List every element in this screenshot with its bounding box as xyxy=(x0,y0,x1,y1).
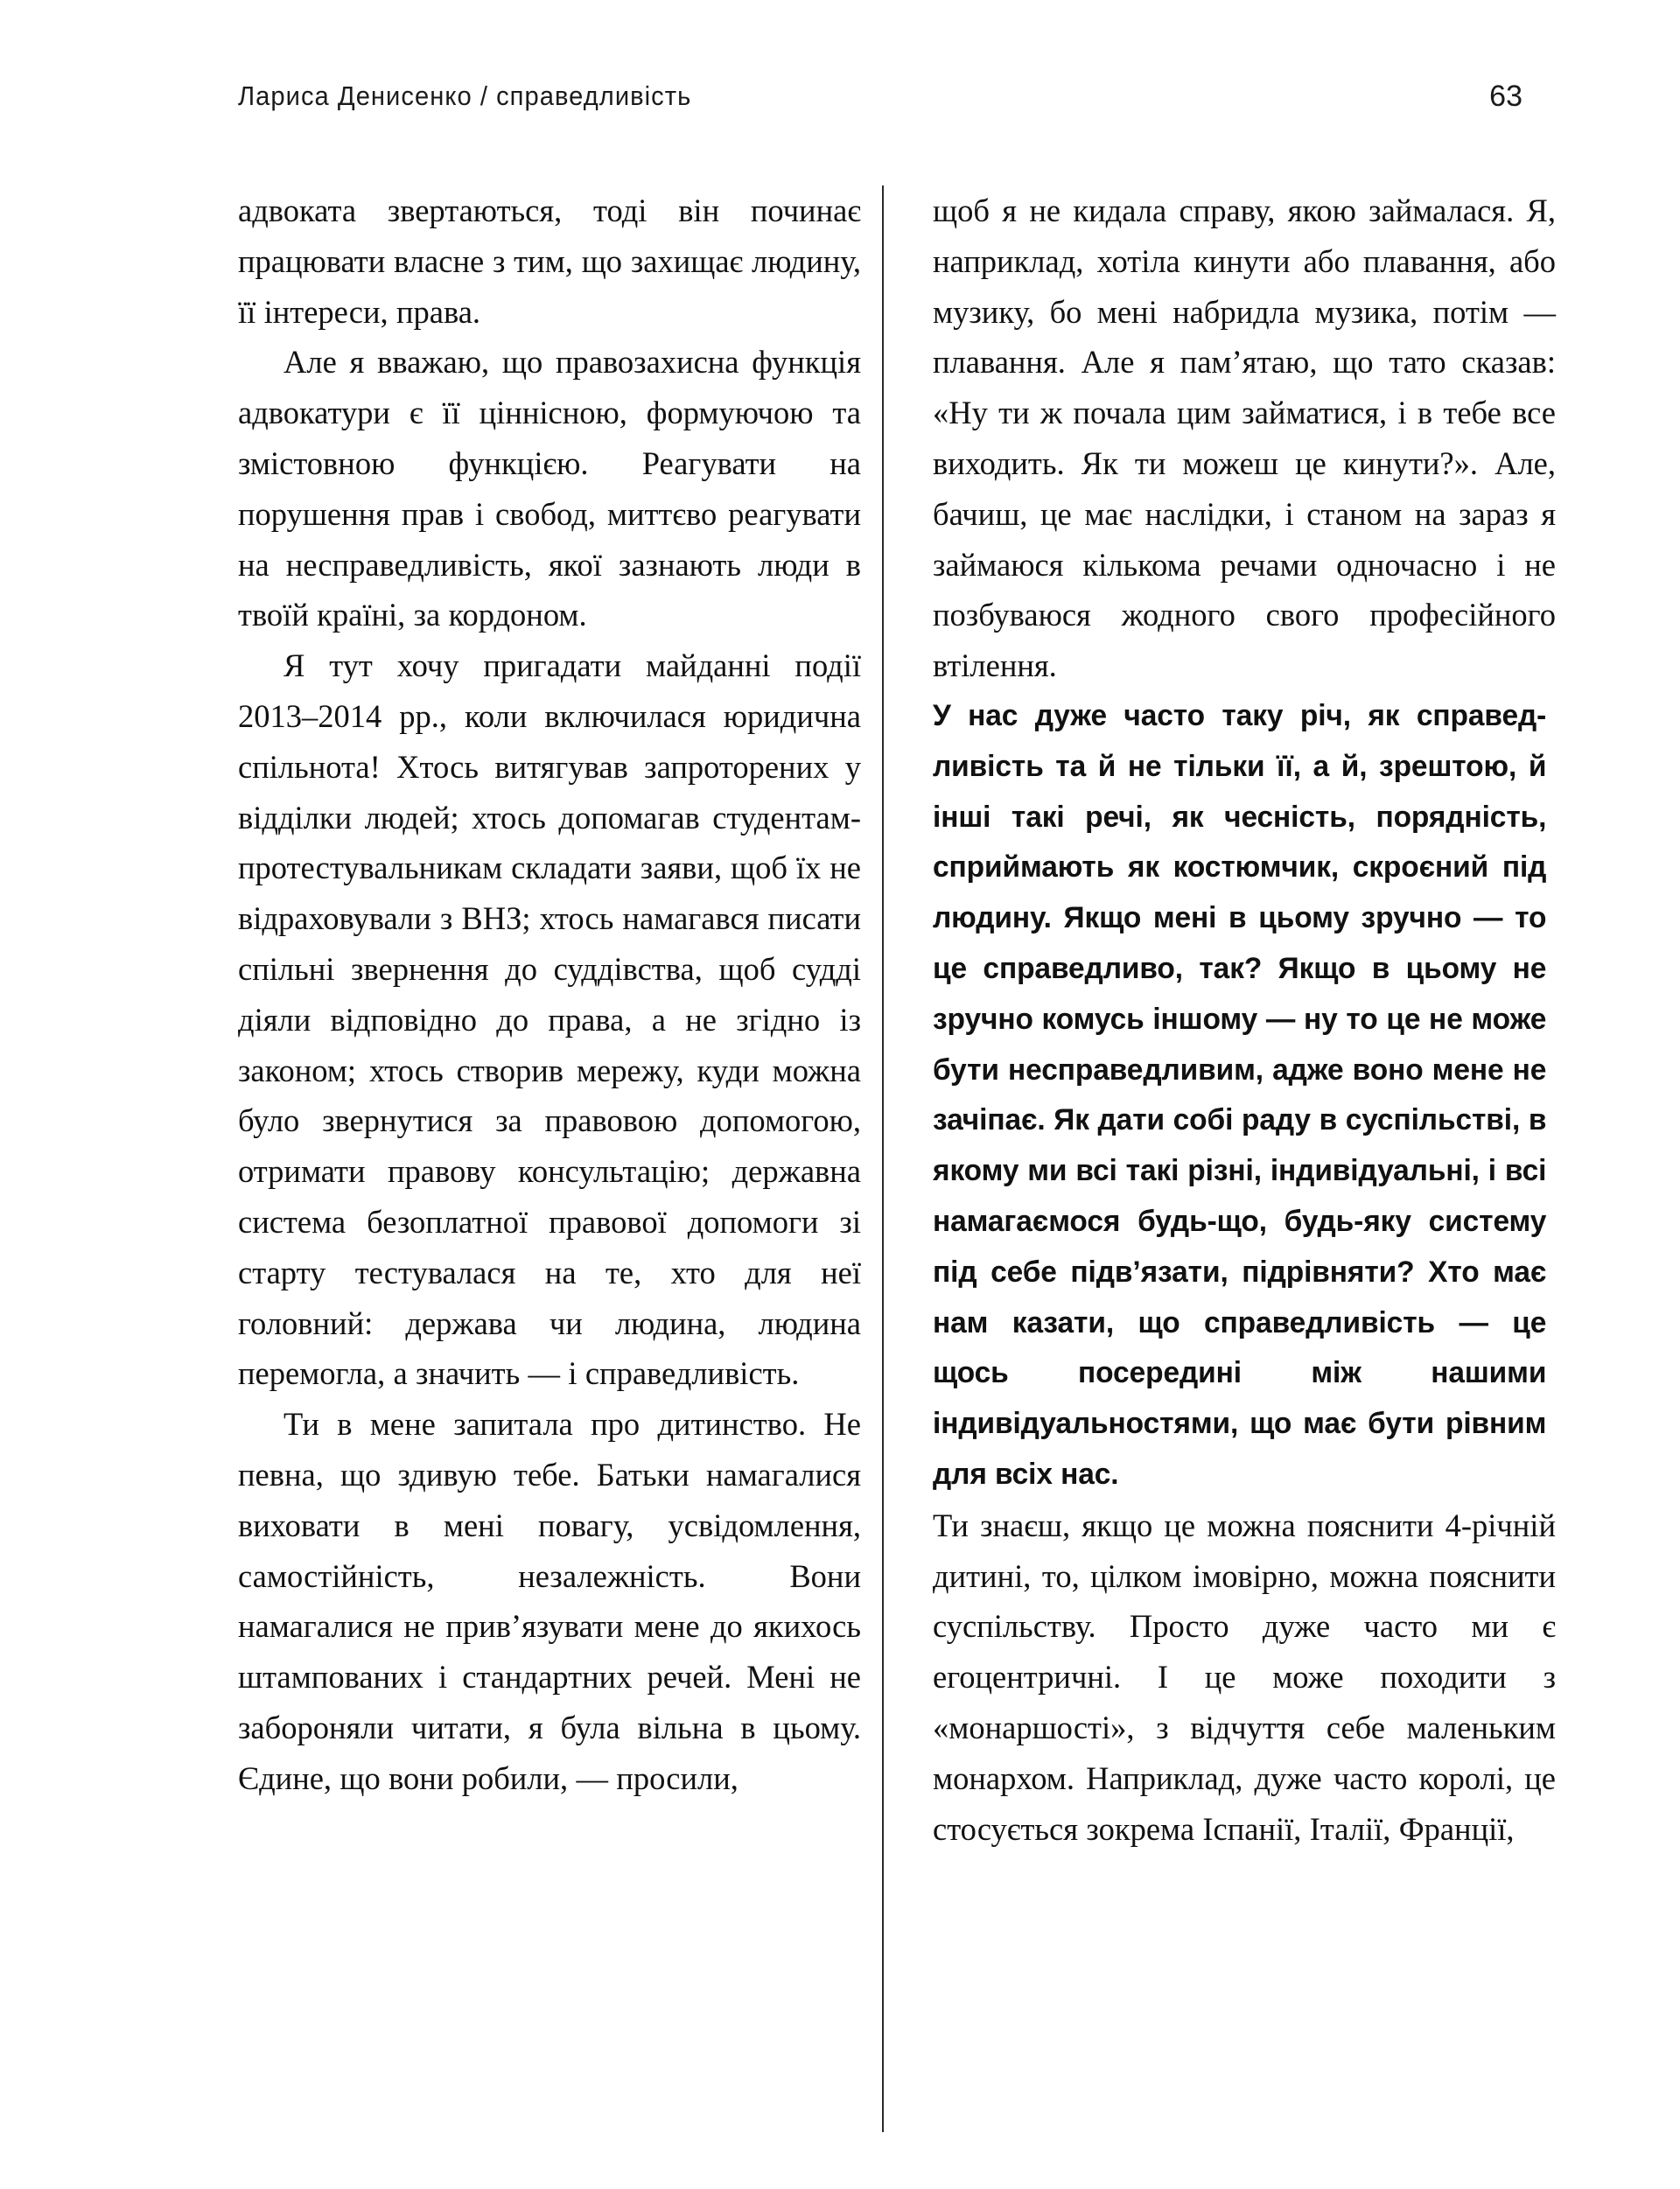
running-head xyxy=(238,80,1522,124)
paragraph-explain-to-child: Ти знаєш, якщо це можна пояснити 4-річній дитині, то, цілком імовірно, можна пояснити суспільству. Просто дуже часто ми є егоцентричні. І це може походити з «монаршості», з відчуття себе маленьким монархом. Наприклад, дуже часто королі, це стосується зокрема Іспанії, Італії, Франції, xyxy=(933,1507,1556,1847)
paragraph-childhood: Ти в мене запитала про дитинство. Не певна, що здивую тебе. Батьки намагалися виховати в мені повагу, усвідомлення, самостійність, незалежність. Вони намагалися не прив’язувати мене до якихось штампованих і стандартних речей. Мені не забороняли читати, я була вільна в цьому. Єдине, що вони робили, — просили, xyxy=(238,1406,861,1796)
column-divider-rule xyxy=(882,185,884,2132)
right-text-column xyxy=(933,185,1556,1854)
running-head-title: Лариса Денисенко / справедливість xyxy=(238,80,692,111)
pullquote-justice-costume: У нас дуже часто таку річ, як справедливість та й не тільки її, а й, зрештою, й інші такі речі, як чесність, порядність, сприймають як костюмчик, скроєний під людину. Якщо мені в цьому зручно — то це справедливо, так? Якщо в цьому не зручно комусь іншому — ну то це не може бути несправедливим, адже воно мене не зачіпає. Як дати собі раду в суспільстві, в якому ми всі такі різні, індивідуальні, і всі намагаємося будь-що, будь-яку систему під себе підв’язати, підрівняти? Хто має нам казати, що справедливість — це щось посередині між нашими індивідуальностями, що має бути рівним для всіх нас. xyxy=(933,698,1547,1491)
paragraph-dont-quit: щоб я не кидала справу, якою займалася. Я, наприклад, хотіла кинути або плавання, або музику, бо мені набридла музика, потім — плавання. Але я пам’ятаю, що тато сказав: «Ну ти ж почала цим займатися, і в тебе все виходить. Як ти можеш це кинути?». Але, бачиш, це має наслідки, і станом на зараз я займаюся кількома речами одночасно і не позбуваюся жодного свого професійного втілення. xyxy=(933,192,1556,684)
page-number: 63 xyxy=(1489,80,1522,113)
left-text-column xyxy=(238,185,861,1804)
paragraph-human-rights-function: Але я вважаю, що правозахисна функція адвокатури є її ціннісною, формуючою та змістовною функцією. Реагувати на порушення прав і свобод, миттєво реагувати на несправедливість, якої зазнають люди в твоїй країні, за кордоном. xyxy=(238,344,861,633)
paragraph-maidan-events: Я тут хочу пригадати майданні події 2013–2014 рр., коли включилася юридична спільнота! Хтось витягував запроторених у відділки людей; хтось допомагав студентам-протестувальникам складати заяви, щоб їх не відраховували з ВНЗ; хтось намагався писати спільні звернення до суддівства, щоб судді діяли відповідно до права, а не згідно із законом; хтось створив мережу, куди можна було звернутися за правовою допомогою, отримати правову консультацію; державна система безоплатної правової допомоги зі старту тестувалася на те, хто для неї головний: держава чи людина, людина перемогла, а значить — і справедливість. xyxy=(238,647,861,1392)
paragraph-continued-advocate: адвоката звертаються, тоді він починає працювати власне з тим, що захищає людину, її інтереси, права. xyxy=(238,192,861,330)
